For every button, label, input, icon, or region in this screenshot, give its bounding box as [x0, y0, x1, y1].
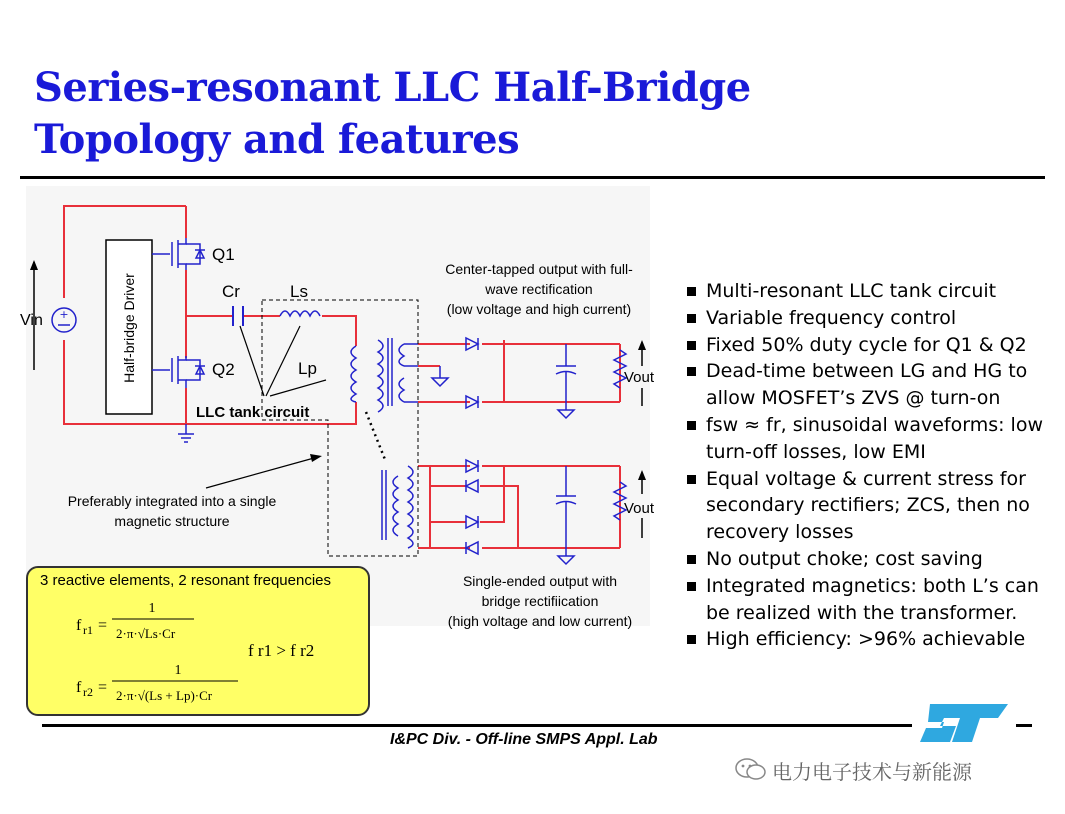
resonance-formulas — [28, 568, 368, 714]
vout1-label: Vout — [624, 369, 655, 386]
lp-label: Lp — [298, 359, 317, 378]
ct-caption-line-3: (low voltage and high current) — [446, 301, 632, 317]
fr1-symbol: f — [76, 617, 82, 634]
svg-text:+: + — [59, 308, 69, 321]
integrated-caption-line-1: Preferably integrated into a single — [67, 493, 277, 509]
ls-inductor — [280, 311, 320, 316]
footer-divider — [42, 724, 912, 727]
integrated-pointer — [206, 458, 314, 488]
feature-item: fsw ≈ fr, sinusoidal waveforms: low turn-off losses, low EMI — [686, 412, 1056, 466]
feature-item: No output choke; cost saving — [686, 546, 1056, 573]
wechat-icon — [734, 756, 768, 782]
resonance-box — [26, 566, 370, 716]
fr-compare: f r1 > f r2 — [248, 641, 315, 660]
secondary-ground-icon — [432, 366, 448, 386]
resonance-box-title: 3 reactive elements, 2 resonant frequencies — [40, 572, 331, 589]
integrated-magnetics-outline — [262, 300, 418, 556]
features-list — [686, 278, 1056, 653]
vin-label: Vin — [20, 312, 43, 329]
ct-caption-line-2: wave rectification — [485, 281, 593, 297]
fr1-denominator: 2·π·√Ls·Cr — [116, 626, 176, 641]
watermark-text: 电力电子技术与新能源 — [772, 760, 972, 784]
q2-mosfet — [172, 356, 205, 388]
se-caption-line-3: (high voltage and low current) — [447, 613, 633, 629]
footer-text: I&PC Div. - Off-line SMPS Appl. Lab — [390, 731, 658, 748]
transformer-2 — [382, 466, 413, 548]
st-logo-icon — [914, 698, 1010, 746]
se-caption-line-2: bridge rectifiication — [481, 593, 599, 609]
feature-item: Equal voltage & current stress for secondary rectifiers; ZCS, then no recovery losses — [686, 466, 1056, 546]
ls-label: Ls — [290, 282, 308, 301]
svg-text:=: = — [98, 617, 108, 634]
fr1-numerator: 1 — [148, 601, 156, 616]
se-caption-line-1: Single-ended output with — [462, 573, 618, 589]
fr2-denominator: 2·π·√(Ls + Lp)·Cr — [116, 688, 213, 703]
footer-divider-right — [1016, 724, 1032, 727]
center-tapped-caption — [445, 261, 633, 317]
cr-capacitor — [233, 306, 243, 326]
feature-item: Dead-time between LG and HG to allow MOSFET’s ZVS @ turn-on — [686, 358, 1056, 412]
q2-label: Q2 — [212, 360, 235, 379]
feature-item: High efficiency: >96% achievable — [686, 626, 1056, 653]
svg-text:1: 1 — [174, 663, 182, 678]
rectifier-diodes-2 — [466, 460, 478, 554]
feature-item: Integrated magnetics: both L’s can be realized with the transformer. — [686, 573, 1056, 627]
feature-item: Multi-resonant LLC tank circuit — [686, 278, 1056, 305]
vout2-label: Vout — [624, 500, 655, 517]
single-ended-caption — [448, 573, 632, 629]
title-line-1: Series-resonant LLC Half-Bridge — [34, 64, 751, 111]
transformer-1 — [351, 338, 418, 412]
cr-label: Cr — [222, 282, 240, 301]
driver-label: Half-bridge Driver — [121, 273, 137, 383]
integrated-caption — [68, 493, 277, 529]
feature-item: Fixed 50% duty cycle for Q1 & Q2 — [686, 332, 1056, 359]
q1-label: Q1 — [212, 245, 235, 264]
transformer-link — [366, 412, 386, 462]
fr2-subscript: r2 — [83, 685, 93, 699]
integrated-caption-line-2: magnetic structure — [114, 513, 230, 529]
q1-mosfet — [172, 238, 205, 270]
primary-ground-icon — [178, 424, 194, 442]
feature-item: Variable frequency control — [686, 305, 1056, 332]
llc-tank-label: LLC tank circuit — [196, 404, 310, 421]
output-capacitor-1 — [556, 344, 576, 418]
svg-text:=: = — [98, 679, 108, 696]
svg-text:f: f — [76, 679, 82, 696]
title-line-2: Topology and features — [34, 116, 520, 163]
ct-caption-line-1: Center-tapped output with full- — [445, 261, 633, 277]
output-capacitor-2 — [556, 466, 576, 564]
fr1-subscript: r1 — [83, 623, 93, 637]
rectifier-diodes-1 — [466, 338, 478, 408]
